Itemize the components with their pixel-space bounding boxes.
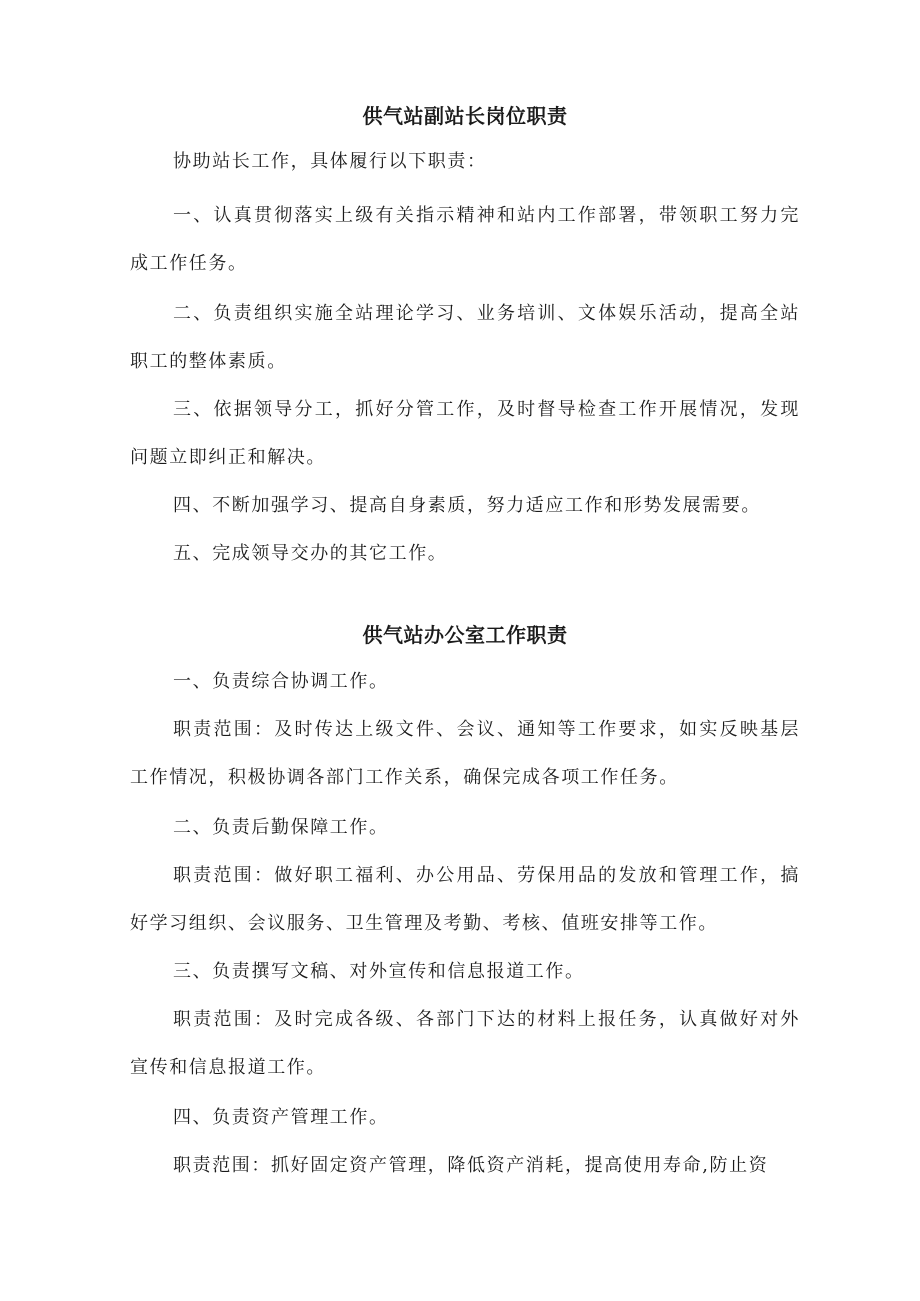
section2-item-2-scope: 职责范围：做好职工福利、办公用品、劳保用品的发放和管理工作，搞好学习组织、会议服务、卫生管理及考勤、考核、值班安排等工作。 — [130, 865, 800, 934]
section1-item-3: 三、依据领导分工，抓好分管工作，及时督导检查工作开展情况，发现问题立即纠正和解决。 — [130, 399, 800, 468]
section2-item-3-scope: 职责范围：及时完成各级、各部门下达的材料上报任务，认真做好对外宣传和信息报道工作。 — [130, 1009, 800, 1078]
section1-title: 供气站副站长岗位职责 — [362, 104, 568, 128]
section1-intro: 协助站长工作，具体履行以下职责： — [173, 151, 487, 172]
section2-item-3: 三、负责撰写文稿、对外宣传和信息报道工作。 — [173, 961, 585, 982]
section2-item-1-scope: 职责范围：及时传达上级文件、会议、通知等工作要求，如实反映基层工作情况，积极协调各部门工作关系，确保完成各项工作任务。 — [130, 719, 800, 788]
section1-item-2: 二、负责组织实施全站理论学习、业务培训、文体娱乐活动，提高全站职工的整体素质。 — [130, 303, 800, 372]
section2-item-2: 二、负责后勤保障工作。 — [173, 817, 389, 838]
section2-item-4: 四、负责资产管理工作。 — [173, 1107, 389, 1128]
section1-item-4: 四、不断加强学习、提高自身素质，努力适应工作和形势发展需要。 — [173, 495, 761, 516]
section1-item-1: 一、认真贯彻落实上级有关指示精神和站内工作部署，带领职工努力完成工作任务。 — [130, 205, 800, 274]
section1-item-5: 五、完成领导交办的其它工作。 — [173, 543, 448, 564]
section2-item-1: 一、负责综合协调工作。 — [173, 671, 389, 692]
section2-title: 供气站办公室工作职责 — [362, 623, 568, 647]
section2-item-4-scope: 职责范围：抓好固定资产管理，降低资产消耗，提高使用寿命,防止资 — [173, 1155, 769, 1176]
